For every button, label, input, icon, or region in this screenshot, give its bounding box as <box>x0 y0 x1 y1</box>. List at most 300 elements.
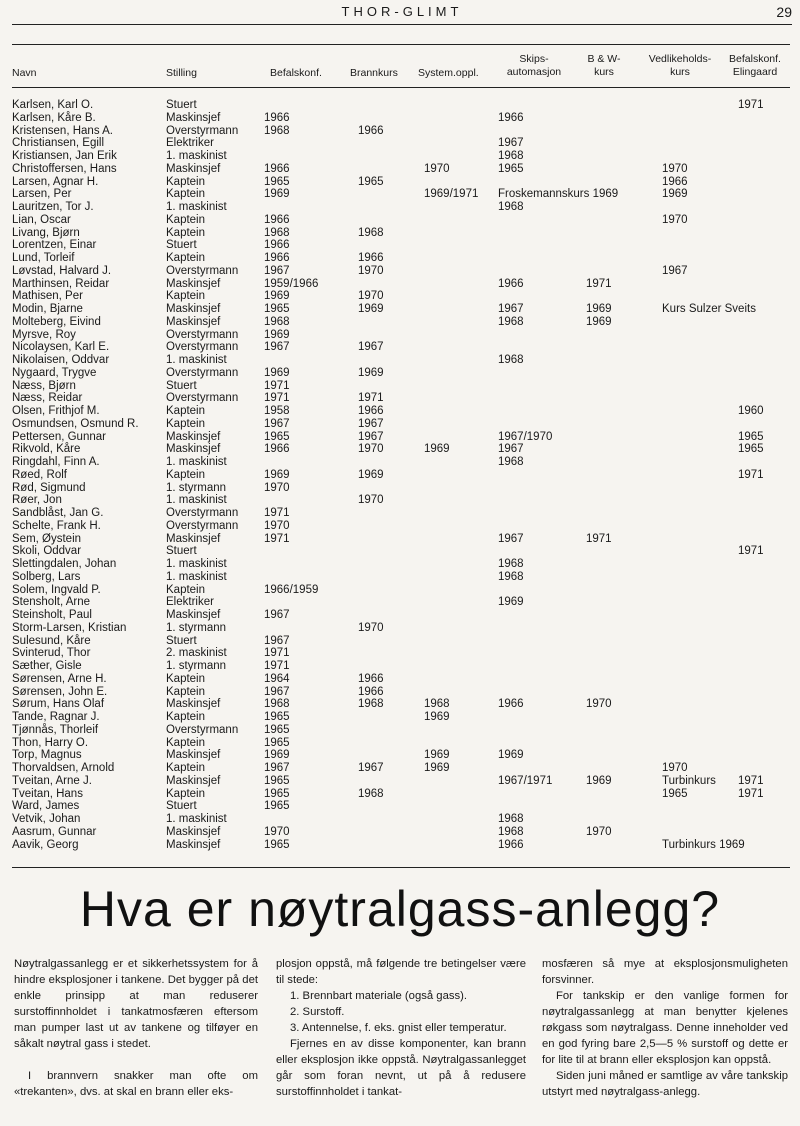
cell-stilling: Maskinsjef <box>166 698 221 711</box>
cell-stilling: Stuert <box>166 239 197 252</box>
table-row <box>12 188 790 201</box>
cell-skips: 1969 <box>498 596 524 609</box>
cell-befal: 1965 <box>264 711 290 723</box>
cell-bw: 1969 <box>586 303 612 315</box>
cell-stilling: Kaptein <box>166 685 206 698</box>
cell-name: Røer, Jon <box>12 494 62 507</box>
cell-stilling: Kaptein <box>166 762 206 774</box>
cell-brann: 1970 <box>358 443 384 456</box>
table-row <box>12 329 790 342</box>
cell-befal: 1966 <box>264 162 290 175</box>
table-row <box>12 112 790 125</box>
cell-befal: 1966 <box>264 213 290 226</box>
cell-skips: 1968 <box>498 825 524 838</box>
cell-brann: 1969 <box>358 366 384 379</box>
cell-befal: 1965 <box>264 303 290 315</box>
list-item: 3. Antennelse, f. eks. gnist eller temperatur. <box>290 1022 507 1034</box>
cell-brann: 1966 <box>358 124 384 137</box>
cell-befal: 1966 <box>264 252 290 264</box>
cell-bw: 1969 <box>586 315 612 328</box>
col-bw-header: B & W- kurs <box>587 53 621 78</box>
table-row <box>12 456 790 469</box>
cell-stilling: 1. maskinist <box>166 150 227 162</box>
cell-skips: 1965 <box>498 162 524 175</box>
table-row <box>12 99 790 112</box>
page-header <box>12 0 792 25</box>
cell-system: 1969 <box>424 711 450 723</box>
cell-stilling: Maskinsjef <box>166 111 221 124</box>
cell-befal: 1969 <box>264 290 290 303</box>
cell-befal: 1958 <box>264 405 290 417</box>
cell-brann: 1966 <box>358 405 384 417</box>
cell-brann: 1970 <box>358 290 384 303</box>
table-row <box>12 443 790 456</box>
cell-stilling: Maskinsjef <box>166 277 221 290</box>
table-row <box>12 788 790 801</box>
cell-befal: 1965 <box>264 736 290 749</box>
cell-name: Thorvaldsen, Arnold <box>12 762 115 774</box>
cell-skips: 1968 <box>498 570 524 583</box>
cell-bw: 1971 <box>586 532 612 545</box>
cell-stilling: Kaptein <box>166 405 206 417</box>
col-system-header: System.oppl. <box>418 67 479 79</box>
cell-brann: 1970 <box>358 494 384 507</box>
cell-befal2: 1971 <box>738 787 764 800</box>
cell-befal: 1971 <box>264 660 290 672</box>
article-paragraph: plosjon oppstå, må følgende tre betingelser være til stede: <box>276 958 526 986</box>
cell-stilling: Elektriker <box>166 137 214 150</box>
cell-name: Osmundsen, Osmund R. <box>12 417 139 430</box>
cell-name: Christiansen, Egill <box>12 137 105 150</box>
article-paragraph: I brannvern snakker man ofte om «trekanten», dvs. at skal en brann eller eks- <box>14 1070 258 1098</box>
table-row <box>12 762 790 775</box>
cell-name: Storm-Larsen, Kristian <box>12 621 127 634</box>
cell-befal2: 1965 <box>738 430 764 443</box>
col-brann-header: Brannkurs <box>350 67 398 79</box>
cell-befal2: 1971 <box>738 99 764 111</box>
cell-skips: 1968 <box>498 201 524 213</box>
table-row <box>12 520 790 533</box>
cell-brann: 1969 <box>358 303 384 315</box>
cell-name: Vetvik, Johan <box>12 813 81 825</box>
cell-stilling: Overstyrmann <box>166 124 239 137</box>
table-row <box>12 341 790 354</box>
cell-name: Rikvold, Kåre <box>12 443 81 456</box>
cell-stilling: 1. maskinist <box>166 201 227 213</box>
table-row <box>12 724 790 737</box>
cell-befal2: 1965 <box>738 443 764 456</box>
cell-name: Torp, Magnus <box>12 749 82 762</box>
table-header <box>12 45 790 88</box>
cell-name: Lauritzen, Tor J. <box>12 201 94 213</box>
cell-befal: 1968 <box>264 698 290 711</box>
table-row <box>12 392 790 405</box>
table-row <box>12 227 790 240</box>
cell-skips: 1968 <box>498 150 524 162</box>
article-column-3 <box>542 956 788 1100</box>
table-row <box>12 711 790 724</box>
table-row <box>12 635 790 648</box>
cell-name: Molteberg, Eivind <box>12 315 101 328</box>
table-row <box>12 380 790 393</box>
cell-befal: 1968 <box>264 124 290 137</box>
cell-stilling: Stuert <box>166 379 197 392</box>
cell-name: Sandblåst, Jan G. <box>12 507 104 519</box>
magazine-title: THOR-GLIMT <box>341 4 463 19</box>
table-row <box>12 571 790 584</box>
table-row <box>12 558 790 571</box>
training-table <box>12 44 790 868</box>
cell-stilling: Kaptein <box>166 672 206 685</box>
cell-skips: 1966 <box>498 111 524 124</box>
cell-name: Tande, Ragnar J. <box>12 711 100 723</box>
cell-stilling: Overstyrmann <box>166 328 239 341</box>
cell-name: Kristiansen, Jan Erik <box>12 150 117 162</box>
cell-stilling: Maskinsjef <box>166 162 221 175</box>
cell-stilling: Kaptein <box>166 188 206 201</box>
table-row <box>12 252 790 265</box>
table-row <box>12 418 790 431</box>
cell-name: Solberg, Lars <box>12 570 81 583</box>
cell-name: Christoffersen, Hans <box>12 162 117 175</box>
cell-vedl: 1969 <box>662 188 688 201</box>
cell-skips: 1968 <box>498 456 524 468</box>
article-headline: Hva er nøytralgass-anlegg? <box>79 881 721 937</box>
cell-stilling: 1. maskinist <box>166 570 227 583</box>
cell-stilling: Maskinsjef <box>166 443 221 456</box>
cell-bw: 1970 <box>586 825 612 838</box>
cell-stilling: Maskinsjef <box>166 315 221 328</box>
cell-befal: 1966 <box>264 239 290 252</box>
cell-name: Sæther, Gisle <box>12 660 82 672</box>
cell-stilling: Overstyrmann <box>166 723 239 736</box>
col-befal2-header: Befalskonf. Elingaard <box>729 53 781 78</box>
cell-brann: 1970 <box>358 621 384 634</box>
cell-brann: 1968 <box>358 226 384 239</box>
cell-befal: 1966 <box>264 443 290 456</box>
cell-befal: 1965 <box>264 774 290 787</box>
cell-befal: 1971 <box>264 392 290 405</box>
cell-stilling: Overstyrmann <box>166 507 239 519</box>
table-row <box>12 431 790 444</box>
cell-befal: 1969 <box>264 468 290 481</box>
cell-name: Nikolaisen, Oddvar <box>12 354 110 366</box>
article-paragraph: Nøytralgassanlegg er et sikkerhetssystem for å hindre eksplosjoner i tankene. Det bygger på det enkle prinsipp at man reduserer surstoffinnholdet i tankatmosfæren eftersom man pumper last ut av tankene og tilføyer en såkalt nøytral gass i stedet. <box>14 958 258 1050</box>
cell-vedl: 1970 <box>662 162 688 175</box>
cell-befal: 1966 <box>264 111 290 124</box>
cell-name: Karlsen, Kåre B. <box>12 111 96 124</box>
table-row <box>12 839 790 852</box>
cell-name: Sørum, Hans Olaf <box>12 698 105 711</box>
table-row <box>12 367 790 380</box>
cell-name: Larsen, Agnar H. <box>12 175 99 188</box>
cell-name: Marthinsen, Reidar <box>12 277 110 290</box>
cell-name: Aavik, Georg <box>12 838 79 851</box>
cell-befal: 1969 <box>264 188 290 201</box>
cell-stilling: 1. maskinist <box>166 494 227 507</box>
cell-stilling: 1. maskinist <box>166 558 227 570</box>
table-row <box>12 176 790 189</box>
table-row <box>12 686 790 699</box>
cell-befal: 1967 <box>264 634 290 647</box>
table-row <box>12 647 790 660</box>
cell-name: Myrsve, Roy <box>12 328 76 341</box>
table-row <box>12 533 790 546</box>
cell-name: Lian, Oscar <box>12 213 71 226</box>
cell-befal: 1967 <box>264 609 290 621</box>
cell-skips: 1967 <box>498 137 524 150</box>
cell-skips: 1967/1971 <box>498 774 553 787</box>
table-row <box>12 545 790 558</box>
cell-stilling: Overstyrmann <box>166 519 239 532</box>
table-body <box>12 99 790 851</box>
table-row <box>12 596 790 609</box>
cell-vedl: Kurs Sulzer Sveits <box>662 303 756 315</box>
cell-name: Næss, Reidar <box>12 392 83 405</box>
table-row <box>12 749 790 762</box>
table-row <box>12 775 790 788</box>
cell-name: Ringdahl, Finn A. <box>12 456 100 468</box>
cell-stilling: Maskinsjef <box>166 609 221 621</box>
article-paragraph: Fjernes en av disse komponenter, kan brann eller eksplosjon ikke oppstå. Nøytralgassanlegget går som foran nevnt, ut på å redusere surstoffinnholdet i tankat- <box>276 1038 526 1098</box>
cell-name: Skoli, Oddvar <box>12 545 82 558</box>
cell-name: Nicolaysen, Karl E. <box>12 341 110 354</box>
cell-stilling: 1. styrmann <box>166 660 227 672</box>
cell-name: Solem, Ingvald P. <box>12 583 101 596</box>
cell-befal2: 1971 <box>738 468 764 481</box>
cell-brann: 1967 <box>358 417 384 430</box>
cell-brann: 1966 <box>358 672 384 685</box>
col-skips-header: Skips- automasjon <box>506 53 562 78</box>
cell-befal: 1970 <box>264 519 290 532</box>
cell-brann: 1965 <box>358 175 384 188</box>
table-row <box>12 201 790 214</box>
col-stilling-header: Stilling <box>166 67 197 79</box>
cell-stilling: Kaptein <box>166 226 206 239</box>
cell-name: Livang, Bjørn <box>12 226 80 239</box>
cell-system: 1968 <box>424 698 450 711</box>
cell-name: Nygaard, Trygve <box>12 366 97 379</box>
cell-stilling: Maskinsjef <box>166 838 221 851</box>
table-row <box>12 405 790 418</box>
cell-befal: 1967 <box>264 417 290 430</box>
article-paragraph: Siden juni måned er samtlige av våre tankskip utstyrt med nøytralgass-anlegg. <box>542 1070 788 1098</box>
cell-stilling: 1. maskinist <box>166 456 227 468</box>
cell-name: Rød, Sigmund <box>12 481 86 494</box>
cell-vedl: 1970 <box>662 762 688 774</box>
table-row <box>12 278 790 291</box>
cell-brann: 1967 <box>358 430 384 443</box>
cell-vedl: 1970 <box>662 213 688 226</box>
article-column-2 <box>276 956 526 1100</box>
cell-befal: 1970 <box>264 825 290 838</box>
cell-vedl: 1966 <box>662 175 688 188</box>
table-row <box>12 482 790 495</box>
cell-name: Kristensen, Hans A. <box>12 124 113 137</box>
cell-skips: 1967/1970 <box>498 430 553 443</box>
table-row <box>12 584 790 597</box>
cell-name: Sulesund, Kåre <box>12 634 91 647</box>
cell-vedl: 1965 <box>662 787 688 800</box>
cell-name: Slettingdalen, Johan <box>12 558 117 570</box>
cell-name: Sørensen, John E. <box>12 685 108 698</box>
table-row <box>12 622 790 635</box>
cell-brann: 1968 <box>358 698 384 711</box>
article-paragraph: mosfæren så mye at eksplosjonsmuligheten forsvinner. <box>542 958 788 986</box>
cell-skips: Froskemannskurs 1969 <box>498 188 619 201</box>
cell-name: Røed, Rolf <box>12 468 67 481</box>
table-row <box>12 354 790 367</box>
cell-befal2: 1971 <box>738 545 764 558</box>
cell-befal: 1969 <box>264 366 290 379</box>
cell-brann: 1966 <box>358 685 384 698</box>
cell-vedl: Turbinkurs 1969 <box>662 838 745 851</box>
table-row <box>12 316 790 329</box>
cell-stilling: Kaptein <box>166 213 206 226</box>
table-row <box>12 239 790 252</box>
cell-stilling: Stuert <box>166 634 197 647</box>
cell-name: Næss, Bjørn <box>12 379 76 392</box>
cell-stilling: Kaptein <box>166 583 206 596</box>
cell-name: Thon, Harry O. <box>12 736 89 749</box>
cell-stilling: Maskinsjef <box>166 825 221 838</box>
cell-stilling: Maskinsjef <box>166 774 221 787</box>
cell-stilling: Maskinsjef <box>166 532 221 545</box>
cell-name: Lorentzen, Einar <box>12 239 97 252</box>
cell-befal: 1964 <box>264 672 290 685</box>
cell-bw: 1970 <box>586 698 612 711</box>
cell-brann: 1966 <box>358 252 384 264</box>
cell-befal: 1965 <box>264 838 290 851</box>
cell-befal: 1969 <box>264 328 290 341</box>
list-item: 2. Surstoff. <box>290 1006 345 1018</box>
cell-befal: 1965 <box>264 723 290 736</box>
cell-stilling: Kaptein <box>166 175 206 188</box>
table-row <box>12 125 790 138</box>
cell-system: 1970 <box>424 162 450 175</box>
cell-brann: 1967 <box>358 341 384 354</box>
cell-name: Ward, James <box>12 800 80 813</box>
cell-system: 1969 <box>424 762 450 774</box>
cell-skips: 1967 <box>498 303 524 315</box>
cell-stilling: Overstyrmann <box>166 341 239 354</box>
col-vedl-header: Vedlikeholds- kurs <box>648 53 712 78</box>
col-name-header: Navn <box>12 67 37 79</box>
cell-name: Sørensen, Arne H. <box>12 672 107 685</box>
table-row <box>12 698 790 711</box>
cell-befal: 1967 <box>264 341 290 354</box>
cell-stilling: Maskinsjef <box>166 749 221 762</box>
cell-befal: 1965 <box>264 787 290 800</box>
cell-befal: 1965 <box>264 175 290 188</box>
col-befal-header: Befalskonf. <box>270 67 322 79</box>
table-row <box>12 673 790 686</box>
cell-name: Schelte, Frank H. <box>12 519 101 532</box>
cell-name: Olsen, Frithjof M. <box>12 405 100 417</box>
table-row <box>12 150 790 163</box>
cell-bw: 1969 <box>586 774 612 787</box>
table-row <box>12 303 790 316</box>
cell-befal: 1966/1959 <box>264 583 319 596</box>
cell-befal2: 1971 <box>738 774 764 787</box>
cell-brann: 1970 <box>358 264 384 277</box>
cell-name: Karlsen, Karl O. <box>12 99 94 111</box>
cell-befal: 1968 <box>264 226 290 239</box>
page-number: 29 <box>776 4 792 20</box>
article-paragraph: For tankskip er den vanlige formen for nøytralgassanlegg at man benytter kjelenes røkgass som nøytralgass. Denne inneholder ved en god fyring bare 2,5—5 % surstoff og dette er for lite til at brann eller eksplosjon kan oppstå. <box>542 990 788 1066</box>
cell-befal: 1971 <box>264 379 290 392</box>
cell-name: Svinterud, Thor <box>12 647 91 660</box>
cell-stilling: Stuert <box>166 99 197 111</box>
cell-brann: 1968 <box>358 787 384 800</box>
table-row <box>12 469 790 482</box>
cell-name: Lund, Torleif <box>12 252 75 264</box>
cell-befal: 1971 <box>264 507 290 519</box>
cell-stilling: Kaptein <box>166 468 206 481</box>
cell-name: Modin, Bjarne <box>12 303 83 315</box>
table-row <box>12 494 790 507</box>
cell-stilling: Maskinsjef <box>166 303 221 315</box>
cell-skips: 1967 <box>498 532 524 545</box>
cell-skips: 1966 <box>498 698 524 711</box>
cell-befal: 1971 <box>264 647 290 660</box>
cell-stilling: Stuert <box>166 800 197 813</box>
cell-stilling: Kaptein <box>166 290 206 303</box>
table-row <box>12 813 790 826</box>
table-row <box>12 290 790 303</box>
cell-stilling: 1. maskinist <box>166 354 227 366</box>
cell-skips: 1968 <box>498 558 524 570</box>
table-row <box>12 800 790 813</box>
cell-stilling: Overstyrmann <box>166 366 239 379</box>
cell-name: Sem, Øystein <box>12 532 82 545</box>
cell-skips: 1969 <box>498 749 524 762</box>
cell-system: 1969 <box>424 749 450 762</box>
cell-befal: 1969 <box>264 749 290 762</box>
cell-name: Mathisen, Per <box>12 290 83 303</box>
table-row <box>12 737 790 750</box>
cell-stilling: Kaptein <box>166 736 206 749</box>
cell-skips: 1968 <box>498 354 524 366</box>
table-row <box>12 265 790 278</box>
table-row <box>12 137 790 150</box>
cell-befal: 1970 <box>264 481 290 494</box>
cell-befal: 1971 <box>264 532 290 545</box>
cell-stilling: 1. styrmann <box>166 481 227 494</box>
cell-name: Larsen, Per <box>12 188 72 201</box>
cell-name: Steinsholt, Paul <box>12 609 92 621</box>
cell-brann: 1971 <box>358 392 384 405</box>
cell-stilling: Overstyrmann <box>166 264 239 277</box>
cell-stilling: Stuert <box>166 545 197 558</box>
table-row <box>12 609 790 622</box>
cell-stilling: Overstyrmann <box>166 392 239 405</box>
cell-name: Tveitan, Hans <box>12 787 83 800</box>
cell-befal: 1959/1966 <box>264 277 319 290</box>
cell-befal2: 1960 <box>738 405 764 417</box>
cell-stilling: Kaptein <box>166 787 206 800</box>
article-column-1 <box>14 956 258 1100</box>
cell-befal: 1965 <box>264 800 290 813</box>
cell-bw: 1971 <box>586 277 612 290</box>
cell-system: 1969 <box>424 443 450 456</box>
cell-skips: 1968 <box>498 813 524 825</box>
cell-name: Løvstad, Halvard J. <box>12 264 112 277</box>
list-item: 1. Brennbart materiale (også gass). <box>290 990 468 1002</box>
cell-befal: 1967 <box>264 685 290 698</box>
cell-vedl: 1967 <box>662 264 688 277</box>
cell-skips: 1966 <box>498 277 524 290</box>
